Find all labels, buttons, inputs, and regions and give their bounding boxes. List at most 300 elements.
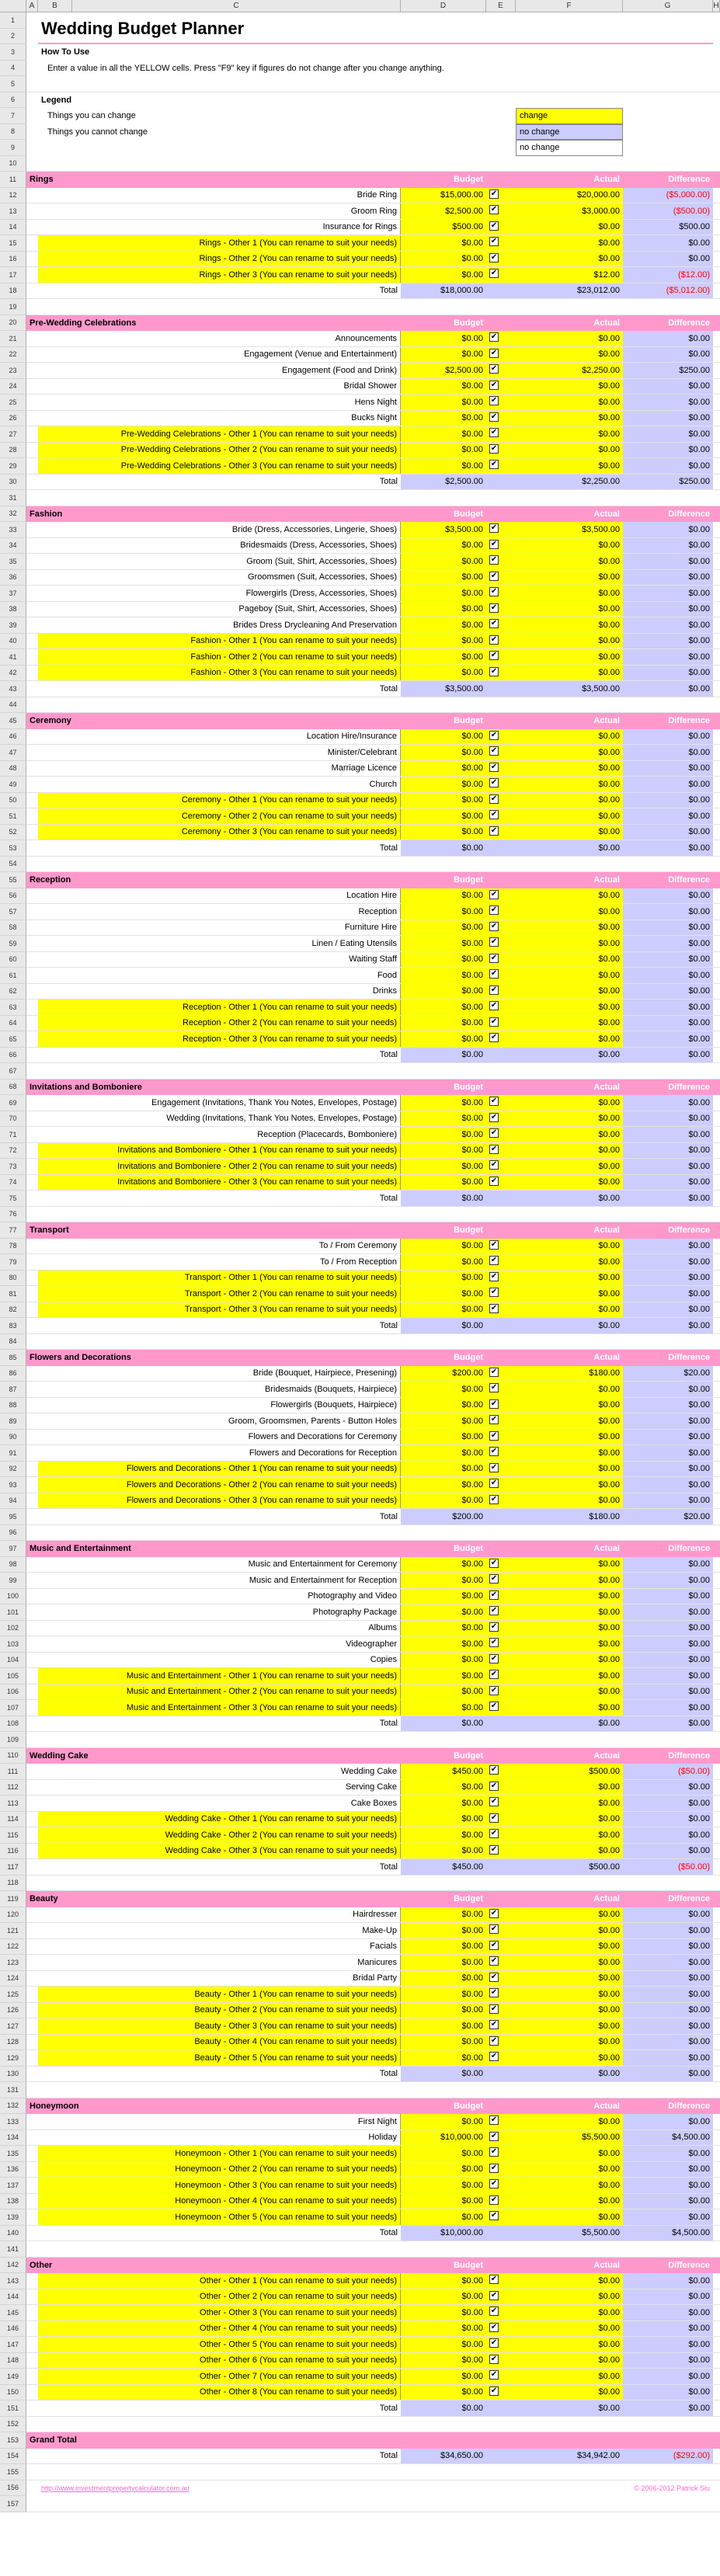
line-item-label[interactable]: Pre-Wedding Celebrations - Other 2 (You can rename to suit your needs)	[38, 443, 401, 458]
checkbox-paid[interactable]: ✔	[490, 603, 498, 612]
actual-input[interactable]: $0.00	[516, 1271, 623, 1286]
actual-input[interactable]: $0.00	[516, 2305, 623, 2320]
checkbox-paid[interactable]: ✔	[490, 634, 498, 644]
actual-input[interactable]: $0.00	[516, 1812, 623, 1827]
checkbox-paid[interactable]: ✔	[490, 1383, 498, 1392]
checkbox-paid[interactable]: ✔	[490, 826, 498, 835]
budget-input[interactable]: $0.00	[401, 1621, 486, 1636]
row-header[interactable]: 104	[0, 1653, 26, 1669]
budget-input[interactable]: $0.00	[401, 1445, 486, 1461]
actual-input[interactable]: $0.00	[516, 920, 623, 936]
actual-input[interactable]: $0.00	[516, 825, 623, 840]
line-item-label[interactable]: Pre-Wedding Celebrations - Other 1 (You can rename to suit your needs)	[38, 426, 401, 442]
budget-input[interactable]: $0.00	[401, 920, 486, 936]
checkbox-paid[interactable]: ✔	[490, 1702, 498, 1710]
row-header[interactable]: 65	[0, 1031, 26, 1048]
checkbox-paid[interactable]: ✔	[490, 460, 498, 468]
budget-input[interactable]: $0.00	[401, 1095, 486, 1111]
checkbox-paid[interactable]: ✔	[490, 1431, 498, 1440]
checkbox-paid[interactable]: ✔	[490, 1956, 498, 1965]
row-header[interactable]: 139	[0, 2209, 26, 2226]
checkbox-paid[interactable]: ✔	[490, 2179, 498, 2188]
row-header[interactable]: 9	[0, 140, 26, 156]
checkbox-paid[interactable]: ✔	[490, 1288, 498, 1296]
line-item-label[interactable]: Honeymoon - Other 5 (You can rename to suit your needs)	[38, 2209, 401, 2225]
row-header[interactable]: 113	[0, 1796, 26, 1812]
budget-input[interactable]: $10,000.00	[401, 2130, 486, 2146]
checkbox-paid[interactable]: ✔	[490, 1844, 498, 1854]
row-header[interactable]: 15	[0, 235, 26, 252]
line-item-label[interactable]: Beauty - Other 2 (You can rename to suit your needs)	[38, 2003, 401, 2018]
row-header[interactable]: 27	[0, 426, 26, 443]
actual-input[interactable]: $0.00	[516, 458, 623, 474]
budget-input[interactable]: $0.00	[401, 1430, 486, 1445]
budget-input[interactable]: $0.00	[401, 1143, 486, 1159]
checkbox-paid[interactable]: ✔	[490, 1558, 498, 1567]
checkbox-paid[interactable]: ✔	[490, 2307, 498, 2315]
budget-input[interactable]: $0.00	[401, 1413, 486, 1429]
actual-input[interactable]: $0.00	[516, 1111, 623, 1127]
budget-input[interactable]: $0.00	[401, 1955, 486, 1970]
actual-input[interactable]: $0.00	[516, 1095, 623, 1111]
actual-input[interactable]: $0.00	[516, 793, 623, 808]
actual-input[interactable]: $3,500.00	[516, 522, 623, 537]
budget-input[interactable]: $0.00	[401, 649, 486, 665]
row-header[interactable]: 4	[0, 61, 26, 77]
row-header[interactable]: 14	[0, 220, 26, 236]
line-item-label[interactable]: Honeymoon - Other 2 (You can rename to suit your needs)	[38, 2162, 401, 2178]
checkbox-paid[interactable]: ✔	[490, 380, 498, 389]
actual-input[interactable]: $0.00	[516, 2178, 623, 2193]
budget-input[interactable]: $0.00	[401, 952, 486, 968]
line-item-label[interactable]: Beauty - Other 5 (You can rename to suit your needs)	[38, 2050, 401, 2066]
actual-input[interactable]: $0.00	[516, 634, 623, 649]
actual-input[interactable]: $0.00	[516, 729, 623, 745]
actual-input[interactable]: $0.00	[516, 617, 623, 633]
line-item-label[interactable]: Other - Other 5 (You can rename to suit your needs)	[38, 2337, 401, 2352]
row-header[interactable]: 61	[0, 968, 26, 984]
budget-input[interactable]: $0.00	[401, 2146, 486, 2161]
row-header[interactable]: 156	[0, 2480, 26, 2497]
line-item-label[interactable]: Other - Other 6 (You can rename to suit your needs)	[38, 2353, 401, 2369]
budget-input[interactable]: $0.00	[401, 2289, 486, 2305]
row-header[interactable]: 137	[0, 2178, 26, 2194]
row-header[interactable]: 72	[0, 1143, 26, 1159]
checkbox-paid[interactable]: ✔	[490, 2163, 498, 2172]
budget-input[interactable]: $0.00	[401, 1923, 486, 1938]
column-header-h[interactable]: H	[713, 0, 720, 12]
budget-input[interactable]: $0.00	[401, 2050, 486, 2066]
budget-input[interactable]: $0.00	[401, 761, 486, 777]
row-header[interactable]: 28	[0, 443, 26, 459]
row-header[interactable]: 48	[0, 761, 26, 777]
budget-input[interactable]: $0.00	[401, 745, 486, 760]
row-header[interactable]: 66	[0, 1048, 26, 1064]
checkbox-paid[interactable]: ✔	[490, 2035, 498, 2045]
budget-input[interactable]: $0.00	[401, 825, 486, 840]
row-header[interactable]: 46	[0, 729, 26, 746]
checkbox-paid[interactable]: ✔	[490, 1622, 498, 1631]
line-item-label[interactable]: Transport - Other 1 (You can rename to suit your needs)	[38, 1271, 401, 1286]
row-header[interactable]: 111	[0, 1764, 26, 1780]
row-header[interactable]: 49	[0, 777, 26, 793]
line-item-label[interactable]: Reception - Other 2 (You can rename to suit your needs)	[38, 1016, 401, 1031]
checkbox-paid[interactable]: ✔	[490, 2020, 498, 2028]
budget-input[interactable]: $0.00	[401, 1700, 486, 1716]
budget-input[interactable]: $0.00	[401, 968, 486, 983]
budget-input[interactable]: $3,500.00	[401, 522, 486, 537]
actual-input[interactable]: $0.00	[516, 220, 623, 235]
row-header[interactable]: 8	[0, 124, 26, 141]
actual-input[interactable]: $0.00	[516, 984, 623, 999]
row-header[interactable]: 10	[0, 156, 26, 172]
row-header[interactable]: 130	[0, 2067, 26, 2083]
budget-input[interactable]: $0.00	[401, 2035, 486, 2050]
budget-input[interactable]: $0.00	[401, 1398, 486, 1413]
row-header[interactable]: 143	[0, 2273, 26, 2289]
actual-input[interactable]: $0.00	[516, 2018, 623, 2034]
row-header[interactable]: 149	[0, 2369, 26, 2385]
checkbox-paid[interactable]: ✔	[490, 2354, 498, 2363]
actual-input[interactable]: $0.00	[516, 1413, 623, 1429]
row-header[interactable]: 25	[0, 395, 26, 411]
row-header[interactable]: 136	[0, 2162, 26, 2178]
row-header[interactable]: 58	[0, 920, 26, 937]
actual-input[interactable]: $0.00	[516, 1971, 623, 1987]
budget-input[interactable]: $0.00	[401, 2003, 486, 2018]
checkbox-paid[interactable]: ✔	[490, 666, 498, 676]
budget-input[interactable]: $0.00	[401, 2305, 486, 2320]
line-item-label[interactable]: Flowers and Decorations - Other 1 (You can rename to suit your needs)	[38, 1462, 401, 1477]
row-header[interactable]: 30	[0, 475, 26, 491]
budget-input[interactable]: $0.00	[401, 2385, 486, 2400]
row-header[interactable]: 64	[0, 1016, 26, 1032]
budget-input[interactable]: $0.00	[401, 2114, 486, 2129]
budget-input[interactable]: $0.00	[401, 1812, 486, 1827]
row-header[interactable]: 91	[0, 1445, 26, 1462]
actual-input[interactable]: $0.00	[516, 1175, 623, 1191]
budget-input[interactable]: $0.00	[401, 2178, 486, 2193]
actual-input[interactable]: $0.00	[516, 1604, 623, 1620]
row-header[interactable]: 5	[0, 76, 26, 92]
row-header[interactable]: 124	[0, 1971, 26, 1987]
actual-input[interactable]: $3,000.00	[516, 203, 623, 219]
row-header[interactable]: 16	[0, 252, 26, 268]
checkbox-paid[interactable]: ✔	[490, 778, 498, 787]
actual-input[interactable]: $0.00	[516, 586, 623, 601]
checkbox-paid[interactable]: ✔	[490, 1670, 498, 1678]
actual-input[interactable]: $0.00	[516, 1955, 623, 1970]
row-header[interactable]: 107	[0, 1700, 26, 1716]
actual-input[interactable]: $0.00	[516, 2289, 623, 2305]
actual-input[interactable]: $0.00	[516, 904, 623, 920]
budget-input[interactable]: $0.00	[401, 1302, 486, 1318]
budget-input[interactable]: $0.00	[401, 538, 486, 554]
line-item-label[interactable]: Ceremony - Other 2 (You can rename to suit your needs)	[38, 808, 401, 824]
actual-input[interactable]: $0.00	[516, 2353, 623, 2369]
row-header[interactable]: 122	[0, 1939, 26, 1955]
row-header[interactable]: 120	[0, 1907, 26, 1924]
budget-input[interactable]: $0.00	[401, 1780, 486, 1796]
checkbox-paid[interactable]: ✔	[490, 396, 498, 405]
checkbox-paid[interactable]: ✔	[490, 1303, 498, 1312]
row-header[interactable]: 108	[0, 1716, 26, 1733]
checkbox-paid[interactable]: ✔	[490, 619, 498, 627]
row-header[interactable]: 118	[0, 1876, 26, 1892]
checkbox-paid[interactable]: ✔	[490, 794, 498, 803]
line-item-label[interactable]: Rings - Other 2 (You can rename to suit your needs)	[38, 252, 401, 267]
row-header[interactable]: 44	[0, 697, 26, 714]
row-header[interactable]: 79	[0, 1254, 26, 1271]
row-header[interactable]: 52	[0, 825, 26, 841]
row-header[interactable]: 146	[0, 2321, 26, 2338]
row-header[interactable]: 84	[0, 1334, 26, 1351]
actual-input[interactable]: $0.00	[516, 1127, 623, 1142]
row-header[interactable]: 94	[0, 1493, 26, 1510]
select-all-corner[interactable]	[0, 0, 26, 12]
row-header[interactable]: 129	[0, 2050, 26, 2067]
budget-input[interactable]: $0.00	[401, 984, 486, 999]
checkbox-paid[interactable]: ✔	[490, 1908, 498, 1917]
checkbox-paid[interactable]: ✔	[490, 2147, 498, 2156]
row-header[interactable]: 33	[0, 522, 26, 538]
budget-input[interactable]: $0.00	[401, 666, 486, 681]
line-item-label[interactable]: Music and Entertainment - Other 1 (You can rename to suit your needs)	[38, 1668, 401, 1684]
actual-input[interactable]: $0.00	[516, 443, 623, 458]
budget-input[interactable]: $0.00	[401, 2194, 486, 2209]
row-header[interactable]: 144	[0, 2289, 26, 2306]
row-header[interactable]: 98	[0, 1557, 26, 1573]
budget-input[interactable]: $0.00	[401, 602, 486, 617]
row-header[interactable]: 40	[0, 634, 26, 650]
row-header[interactable]: 68	[0, 1079, 26, 1096]
checkbox-paid[interactable]: ✔	[490, 1271, 498, 1281]
row-header[interactable]: 83	[0, 1318, 26, 1334]
row-header[interactable]: 126	[0, 2003, 26, 2019]
checkbox-paid[interactable]: ✔	[490, 2370, 498, 2379]
checkbox-paid[interactable]: ✔	[490, 1781, 498, 1790]
checkbox-paid[interactable]: ✔	[490, 1940, 498, 1949]
checkbox-paid[interactable]: ✔	[490, 2004, 498, 2013]
actual-input[interactable]: $0.00	[516, 1430, 623, 1445]
row-header[interactable]: 128	[0, 2035, 26, 2051]
actual-input[interactable]: $0.00	[516, 2003, 623, 2018]
checkbox-paid[interactable]: ✔	[490, 364, 498, 373]
budget-input[interactable]: $0.00	[401, 1668, 486, 1684]
row-header[interactable]: 38	[0, 602, 26, 618]
actual-input[interactable]: $0.00	[516, 1382, 623, 1397]
row-header[interactable]: 101	[0, 1604, 26, 1621]
actual-input[interactable]: $0.00	[516, 1016, 623, 1031]
actual-input[interactable]: $0.00	[516, 888, 623, 904]
actual-input[interactable]: $0.00	[516, 1159, 623, 1174]
actual-input[interactable]: $0.00	[516, 1143, 623, 1159]
line-item-label[interactable]: Wedding Cake - Other 1 (You can rename to suit your needs)	[38, 1812, 401, 1827]
budget-input[interactable]: $0.00	[401, 1939, 486, 1955]
checkbox-paid[interactable]: ✔	[490, 1829, 498, 1837]
checkbox-paid[interactable]: ✔	[490, 2338, 498, 2347]
budget-input[interactable]: $0.00	[401, 888, 486, 904]
budget-input[interactable]: $0.00	[401, 2321, 486, 2337]
row-header[interactable]: 96	[0, 1525, 26, 1542]
actual-input[interactable]: $0.00	[516, 2321, 623, 2337]
actual-input[interactable]: $0.00	[516, 1923, 623, 1938]
budget-input[interactable]: $0.00	[401, 1271, 486, 1286]
budget-input[interactable]: $0.00	[401, 2162, 486, 2178]
row-header[interactable]: 54	[0, 857, 26, 873]
checkbox-paid[interactable]: ✔	[490, 1447, 498, 1455]
line-item-label[interactable]: Other - Other 8 (You can rename to suit your needs)	[38, 2385, 401, 2400]
checkbox-paid[interactable]: ✔	[490, 889, 498, 899]
budget-input[interactable]: $200.00	[401, 1366, 486, 1382]
row-header[interactable]: 97	[0, 1541, 26, 1557]
checkbox-paid[interactable]: ✔	[490, 1399, 498, 1408]
row-header[interactable]: 150	[0, 2385, 26, 2401]
row-header[interactable]: 138	[0, 2194, 26, 2210]
line-item-label[interactable]: Beauty - Other 4 (You can rename to suit your needs)	[38, 2035, 401, 2050]
row-header[interactable]: 131	[0, 2082, 26, 2098]
row-header[interactable]: 1	[0, 12, 26, 29]
checkbox-paid[interactable]: ✔	[490, 1017, 498, 1026]
budget-input[interactable]: $0.00	[401, 443, 486, 458]
actual-input[interactable]: $0.00	[516, 570, 623, 586]
budget-input[interactable]: $0.00	[401, 1239, 486, 1254]
budget-input[interactable]: $0.00	[401, 347, 486, 363]
column-header-b[interactable]: B	[38, 0, 72, 12]
checkbox-paid[interactable]: ✔	[490, 2115, 498, 2124]
row-header[interactable]: 67	[0, 1063, 26, 1079]
checkbox-paid[interactable]: ✔	[490, 1239, 498, 1249]
budget-input[interactable]: $0.00	[401, 1286, 486, 1302]
checkbox-paid[interactable]: ✔	[490, 651, 498, 659]
actual-input[interactable]: $0.00	[516, 666, 623, 681]
row-header[interactable]: 70	[0, 1111, 26, 1128]
column-header-f[interactable]: F	[516, 0, 623, 12]
checkbox-paid[interactable]: ✔	[490, 523, 498, 532]
row-header[interactable]: 114	[0, 1812, 26, 1828]
actual-input[interactable]: $0.00	[516, 1653, 623, 1668]
column-header-g[interactable]: G	[623, 0, 713, 12]
checkbox-paid[interactable]: ✔	[490, 1176, 498, 1185]
checkbox-paid[interactable]: ✔	[490, 1606, 498, 1615]
actual-input[interactable]: $0.00	[516, 2273, 623, 2289]
actual-input[interactable]: $0.00	[516, 1939, 623, 1955]
checkbox-paid[interactable]: ✔	[490, 237, 498, 245]
checkbox-paid[interactable]: ✔	[490, 937, 498, 946]
row-header[interactable]: 35	[0, 554, 26, 570]
checkbox-paid[interactable]: ✔	[490, 2131, 498, 2140]
row-header[interactable]: 110	[0, 1748, 26, 1764]
line-item-label[interactable]: Invitations and Bomboniere - Other 1 (You can rename to suit your needs)	[38, 1143, 401, 1159]
budget-input[interactable]: $0.00	[401, 235, 486, 251]
row-header[interactable]: 125	[0, 1987, 26, 2003]
line-item-label[interactable]: Rings - Other 1 (You can rename to suit your needs)	[38, 235, 401, 251]
actual-input[interactable]: $0.00	[516, 2035, 623, 2050]
row-header[interactable]: 132	[0, 2098, 26, 2115]
checkbox-paid[interactable]: ✔	[490, 1112, 498, 1121]
checkbox-paid[interactable]: ✔	[490, 1415, 498, 1424]
line-item-label[interactable]: Rings - Other 3 (You can rename to suit your needs)	[38, 267, 401, 283]
actual-input[interactable]: $0.00	[516, 649, 623, 665]
actual-input[interactable]: $0.00	[516, 1302, 623, 1318]
row-header[interactable]: 39	[0, 617, 26, 634]
budget-input[interactable]: $0.00	[401, 1111, 486, 1127]
actual-input[interactable]: $0.00	[516, 331, 623, 346]
line-item-label[interactable]: Wedding Cake - Other 3 (You can rename to suit your needs)	[38, 1844, 401, 1859]
budget-input[interactable]: $0.00	[401, 1987, 486, 2002]
actual-input[interactable]: $0.00	[516, 235, 623, 251]
actual-input[interactable]: $0.00	[516, 761, 623, 777]
row-header[interactable]: 106	[0, 1684, 26, 1701]
budget-input[interactable]: $0.00	[401, 1907, 486, 1923]
actual-input[interactable]: $0.00	[516, 2194, 623, 2209]
actual-input[interactable]: $12.00	[516, 267, 623, 283]
actual-input[interactable]: $0.00	[516, 252, 623, 267]
actual-input[interactable]: $0.00	[516, 1286, 623, 1302]
checkbox-paid[interactable]: ✔	[490, 1033, 498, 1041]
actual-input[interactable]: $0.00	[516, 1668, 623, 1684]
row-header[interactable]: 141	[0, 2241, 26, 2258]
row-header[interactable]: 7	[0, 108, 26, 124]
line-item-label[interactable]: Other - Other 3 (You can rename to suit your needs)	[38, 2305, 401, 2320]
budget-input[interactable]: $0.00	[401, 793, 486, 808]
checkbox-paid[interactable]: ✔	[490, 348, 498, 357]
row-header[interactable]: 23	[0, 363, 26, 379]
checkbox-paid[interactable]: ✔	[490, 730, 498, 739]
row-header[interactable]: 71	[0, 1127, 26, 1143]
budget-input[interactable]: $0.00	[401, 1573, 486, 1588]
row-header[interactable]: 78	[0, 1239, 26, 1255]
line-item-label[interactable]: Flowers and Decorations - Other 2 (You can rename to suit your needs)	[38, 1477, 401, 1493]
row-header[interactable]: 47	[0, 745, 26, 761]
actual-input[interactable]: $0.00	[516, 2385, 623, 2400]
row-header[interactable]: 55	[0, 872, 26, 888]
row-header[interactable]: 135	[0, 2146, 26, 2162]
budget-input[interactable]: $0.00	[401, 1971, 486, 1987]
checkbox-paid[interactable]: ✔	[490, 1494, 498, 1504]
checkbox-paid[interactable]: ✔	[490, 906, 498, 914]
row-header[interactable]: 62	[0, 984, 26, 1000]
row-header[interactable]: 18	[0, 283, 26, 300]
line-item-label[interactable]: Wedding Cake - Other 2 (You can rename to suit your needs)	[38, 1827, 401, 1843]
row-header[interactable]: 100	[0, 1589, 26, 1605]
actual-input[interactable]: $0.00	[516, 1844, 623, 1859]
checkbox-paid[interactable]: ✔	[490, 969, 498, 978]
checkbox-paid[interactable]: ✔	[490, 1638, 498, 1646]
checkbox-paid[interactable]: ✔	[490, 810, 498, 819]
row-header[interactable]: 42	[0, 666, 26, 682]
budget-input[interactable]: $0.00	[401, 379, 486, 395]
budget-input[interactable]: $0.00	[401, 1462, 486, 1477]
row-header[interactable]: 99	[0, 1573, 26, 1589]
checkbox-paid[interactable]: ✔	[490, 1479, 498, 1487]
actual-input[interactable]: $0.00	[516, 1445, 623, 1461]
column-header-d[interactable]: D	[401, 0, 486, 12]
actual-input[interactable]: $180.00	[516, 1366, 623, 1382]
actual-input[interactable]: $0.00	[516, 379, 623, 395]
actual-input[interactable]: $0.00	[516, 936, 623, 951]
row-header[interactable]: 69	[0, 1095, 26, 1111]
budget-input[interactable]: $0.00	[401, 1589, 486, 1604]
actual-input[interactable]: $0.00	[516, 2114, 623, 2129]
checkbox-paid[interactable]: ✔	[490, 746, 498, 755]
actual-input[interactable]: $0.00	[516, 1987, 623, 2002]
budget-input[interactable]: $0.00	[401, 808, 486, 824]
actual-input[interactable]: $0.00	[516, 602, 623, 617]
budget-input[interactable]: $0.00	[401, 1159, 486, 1174]
budget-input[interactable]: $0.00	[401, 2353, 486, 2369]
budget-input[interactable]: $0.00	[401, 1254, 486, 1270]
